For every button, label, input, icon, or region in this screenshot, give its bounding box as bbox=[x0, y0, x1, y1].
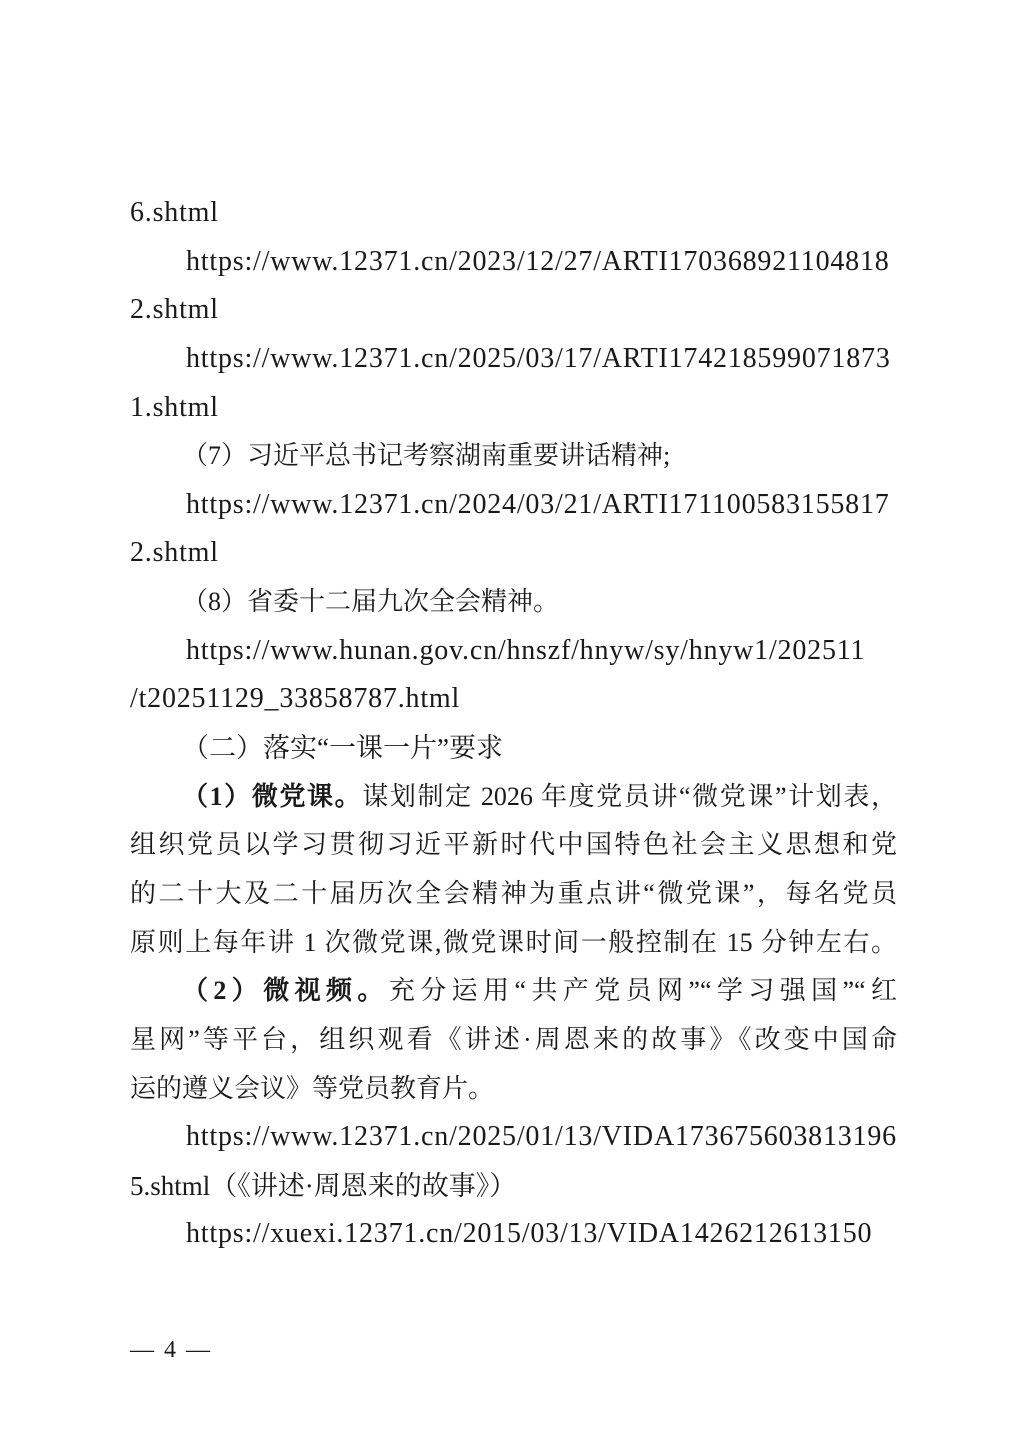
emphasis-text-segment: （1）微党课。 bbox=[182, 781, 363, 811]
document-line bbox=[130, 335, 897, 384]
document-line bbox=[130, 1210, 897, 1259]
text-segment: （7）习近平总书记考察湖南重要讲话精神; bbox=[182, 441, 671, 471]
text-segment: https://www.12371.cn/2025/03/17/ARTI174218599071873 bbox=[186, 342, 891, 374]
document-line bbox=[130, 1113, 897, 1162]
text-segment: （8）省委十二届九次全会精神。 bbox=[182, 587, 560, 617]
text-segment: https://www.hunan.gov.cn/hnszf/hnyw/sy/hnyw1/202511 bbox=[186, 634, 866, 666]
document-line bbox=[130, 1162, 897, 1211]
document-body bbox=[130, 189, 897, 1259]
text-segment: https://www.12371.cn/2024/03/21/ARTI171100583155817 bbox=[186, 488, 890, 520]
text-segment: 2.shtml bbox=[130, 537, 219, 569]
text-segment: 5.shtml（《讲述·周恩来的故事》） bbox=[130, 1170, 517, 1201]
document-line bbox=[130, 724, 897, 773]
document-line bbox=[130, 189, 897, 238]
document-line bbox=[130, 675, 897, 724]
text-segment: 星网”等平台，组织观看《讲述·周恩来的故事》《改变中国命 bbox=[130, 1024, 897, 1054]
document-line bbox=[130, 529, 897, 578]
text-segment: 6.shtml bbox=[130, 197, 219, 228]
document-line bbox=[130, 773, 897, 822]
text-segment: 的二十大及二十届历次全会精神为重点讲“微党课”，每名党员 bbox=[130, 878, 897, 908]
document-line bbox=[130, 919, 897, 968]
document-line bbox=[130, 238, 897, 287]
text-segment: https://xuexi.12371.cn/2015/03/13/VIDA1426212613150 bbox=[186, 1218, 873, 1250]
document-line bbox=[130, 1065, 897, 1114]
emphasis-text-segment: （2）微视频。 bbox=[182, 976, 389, 1006]
text-segment: 充分运用“共产党员网”“学习强国”“红 bbox=[388, 976, 897, 1006]
document-line bbox=[130, 627, 897, 676]
page-number: — 4 — bbox=[130, 1337, 212, 1363]
document-line bbox=[130, 578, 897, 627]
text-segment: 原则上每年讲 1 次微党课,微党课时间一般控制在 15 分钟左右。 bbox=[130, 927, 897, 957]
document-line bbox=[130, 432, 897, 481]
document-line bbox=[130, 384, 897, 433]
text-segment: （二）落实“一课一片”要求 bbox=[182, 733, 503, 764]
text-segment: 1.shtml bbox=[130, 391, 219, 423]
document-line bbox=[130, 967, 897, 1016]
document-line bbox=[130, 821, 897, 870]
document-line bbox=[130, 481, 897, 530]
text-segment: https://www.12371.cn/2025/01/13/VIDA173675603813196 bbox=[186, 1121, 897, 1153]
document-line bbox=[130, 286, 897, 335]
text-segment: 2.shtml bbox=[130, 294, 219, 326]
document-line bbox=[130, 1016, 897, 1065]
text-segment: 组织党员以学习贯彻习近平新时代中国特色社会主义思想和党 bbox=[130, 830, 897, 860]
text-segment: 运的遵义会议》等党员教育片。 bbox=[130, 1073, 495, 1103]
text-segment: https://www.12371.cn/2023/12/27/ARTI170368921104818 bbox=[186, 245, 890, 277]
text-segment: 谋划制定 2026 年度党员讲“微党课”计划表， bbox=[362, 781, 897, 811]
text-segment: /t20251129_33858787.html bbox=[130, 683, 461, 715]
document-line bbox=[130, 870, 897, 919]
